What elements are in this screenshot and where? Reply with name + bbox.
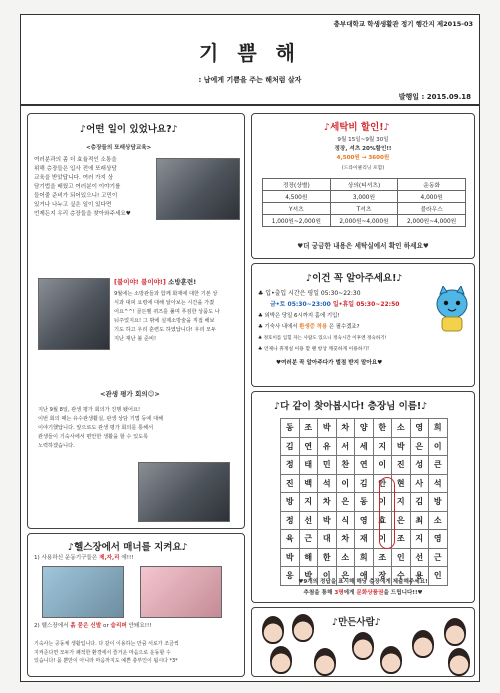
laundry-price-table [262, 178, 466, 227]
grid-cell: 지 [410, 530, 429, 549]
table-cell: 4,500원 [263, 191, 331, 203]
grid-cell: 은 [410, 437, 429, 456]
grid-cell: 김 [410, 493, 429, 512]
grid-cell: 박 [318, 511, 337, 530]
grid-row [281, 511, 448, 530]
table-cell: 상의(티셔츠) [330, 179, 398, 191]
grid-row [281, 493, 448, 512]
table-cell: Y셔츠 [263, 203, 331, 215]
grid-cell: 차 [318, 493, 337, 512]
grid-cell: 큰 [429, 456, 448, 475]
grid-cell: 선 [299, 511, 318, 530]
idcard-text: ♣ 기숙사 내에서 [258, 324, 298, 330]
table-cell: 1,000원~2,000원 [263, 215, 331, 227]
maker-portrait [352, 632, 374, 660]
grid-cell: 차 [336, 530, 355, 549]
grid-cell: 조 [373, 548, 392, 567]
prize-count: 3명 [334, 590, 344, 596]
puzzle-instruction: ♥9개의 정답을 표시해 해당 층장에게 제출해주세요! [298, 579, 428, 585]
fire-drill-photo [38, 278, 110, 350]
text-line: 9월에는 소방관들과 함께 화재에 대한 기본 상 [114, 291, 218, 297]
notice-title: ♪이건 꼭 알아주세요!♪ [306, 273, 403, 284]
fire-drill-heading [114, 278, 196, 287]
prize-item: 문화상품권 [356, 590, 384, 596]
grid-cell: 근 [429, 548, 448, 567]
grid-cell: 식 [336, 511, 355, 530]
grid-cell: 소 [336, 548, 355, 567]
maker-portrait [412, 630, 434, 658]
prize-text: 추첨을 통해 [303, 590, 333, 596]
grid-cell: 세 [355, 437, 374, 456]
events-title: ♪어떤 일이 있었나요?♪ [80, 124, 178, 135]
text-line: 언제든지 우리 층장들을 찾아와주세요♥ [34, 211, 131, 217]
grid-cell: 은 [336, 567, 355, 586]
shoes-photo [140, 566, 222, 618]
grid-row [281, 548, 448, 567]
text-line: 지켜준다면 모두가 쾌적한 환경에서 즐거운 마음으로 운동할 수 [34, 649, 171, 656]
rule2-or: or [103, 623, 109, 629]
maker-portrait [448, 648, 470, 676]
notice-line-3: ♣ 외박은 당일 6시까지 홈에 기입! [258, 313, 340, 319]
maker-portrait [292, 614, 314, 642]
text-line: 눠주었지요! 그 밖에 실제소방술을 직접 해보 [114, 318, 215, 324]
text-line: 이번 회의 때는 유수관생활실, 관생 상담 기법 등에 대해 [38, 416, 164, 422]
table-row [263, 215, 466, 227]
grid-cell: 박 [318, 419, 337, 438]
text-line: 담기법을 배웠고 여러분이 이야기를 [34, 184, 121, 190]
grid-cell: 재 [355, 530, 374, 549]
grid-cell: 은 [336, 493, 355, 512]
laundry-note: (드라이클리닝 포함) [341, 166, 385, 171]
grid-cell: 박 [281, 548, 300, 567]
text-line: 어요^^! 골든벨 퀴즈를 풀며 푸짐한 상품도 나 [114, 309, 220, 315]
grid-cell: 영 [355, 511, 374, 530]
text-line: 위해 층장들은 입사 전에 또래상담 [34, 166, 117, 172]
meeting-photo [138, 462, 230, 522]
table-cell: 3,000원 [330, 191, 398, 203]
grid-cell: 이 [373, 456, 392, 475]
grid-cell: 김 [281, 437, 300, 456]
grid-cell: 성 [410, 456, 429, 475]
grid-cell: 한 [318, 548, 337, 567]
grid-cell: 연 [299, 437, 318, 456]
grid-cell: 수 [392, 567, 411, 586]
rule2-tail: 안돼요!!! [128, 623, 152, 629]
fire-drill-text [114, 290, 242, 344]
grid-cell: 인 [429, 567, 448, 586]
grid-cell: 이 [318, 567, 337, 586]
grid-cell: 방 [429, 493, 448, 512]
grid-cell: 양 [355, 419, 374, 438]
prize-tail: 을 드립니다!!♥ [383, 590, 423, 596]
newsletter-subtitle: : 남에게 기쁨을 주는 해처럼 살자 [198, 76, 302, 84]
grid-cell: 이 [373, 530, 392, 549]
grid-highlight-loop [379, 477, 395, 549]
rule1-text: 1) 사용하신 운동기구들은 [34, 555, 98, 561]
weekend-label: 금•토 [270, 301, 286, 308]
section-notice [251, 263, 475, 387]
holiday-hours: 05:30~22:50 [356, 301, 400, 308]
fire-heading-red: [불이야! 불이야!] [114, 278, 166, 286]
grid-cell: 석 [429, 474, 448, 493]
makers-title: ♪만든사람♪ [332, 617, 381, 628]
notice-line-1: ♣ 입•출입 시간은 평일 05:30~22:30 [258, 290, 361, 297]
text-line: 있거나 나누고 싶은 일이 있다면 [34, 202, 112, 208]
grid-cell: 찬 [336, 456, 355, 475]
grid-cell: 영 [410, 419, 429, 438]
text-line: 식과 대피 요령에 대해 알아보는 시간을 가졌 [114, 300, 215, 306]
grid-cell: 사 [410, 474, 429, 493]
rule2-emphasis-2: 슬리퍼 [110, 623, 127, 629]
text-line: 노력하겠습니다. [38, 443, 75, 449]
grid-cell: 동 [355, 493, 374, 512]
grid-cell: 박 [392, 437, 411, 456]
grid-cell: 연 [355, 456, 374, 475]
maker-portrait [380, 646, 402, 674]
grid-cell: 진 [281, 474, 300, 493]
grid-row [281, 419, 448, 438]
text-line: 들어줄 준비가 되어있으니! 고민이 [34, 193, 118, 199]
rule1-emphasis: 제,자,리 [99, 555, 120, 561]
notice-line-4 [258, 322, 360, 333]
table-cell: 블라우스 [398, 203, 466, 215]
text-line: 기숙사는 공동체 생활입니다. 다 같이 이용하는 만큼 서로가 조금씩 [34, 641, 179, 647]
grid-cell: 희 [429, 419, 448, 438]
idcard-emphasis: 환생증 착용 [299, 324, 328, 330]
puzzle-title: ♪다 같이 찾아봅시다! 층장님 이름!♪ [274, 401, 428, 412]
laundry-price-change: 4,500원 → 3600원 [336, 155, 390, 161]
grid-cell: 박 [299, 567, 318, 586]
maker-portrait [314, 648, 336, 676]
grid-cell: 희 [355, 548, 374, 567]
idcard-tail: 은 필수겠죠? [328, 324, 360, 330]
grid-cell: 효 [373, 511, 392, 530]
puzzle-prize [252, 589, 474, 598]
peer-counsel-text [34, 156, 154, 219]
table-row [263, 203, 466, 215]
grid-cell: 백 [299, 474, 318, 493]
weekend-hours: 05:30~23:00 [287, 301, 331, 308]
grid-cell: 은 [392, 511, 411, 530]
notice-line-2 [270, 299, 399, 310]
maker-portrait [270, 646, 292, 674]
grid-cell: 민 [318, 456, 337, 475]
grid-cell: 정 [281, 456, 300, 475]
grid-cell: 지 [299, 493, 318, 512]
grid-cell: 이 [373, 493, 392, 512]
laundry-title: ♪세탁비 할인!♪ [324, 122, 390, 133]
peer-counsel-heading: <층장들의 또래상담교육> [86, 145, 152, 151]
review-meeting-text [38, 406, 242, 451]
grid-cell: 인 [392, 548, 411, 567]
grid-cell: 한 [373, 419, 392, 438]
table-row [263, 191, 466, 203]
grid-cell: 석 [318, 474, 337, 493]
gym-title: ♪헬스장에서 매너를 지켜요♪ [68, 542, 188, 553]
maker-portrait [262, 616, 284, 644]
counsel-photo [156, 158, 240, 220]
table-cell: 운동화 [398, 179, 466, 191]
section-gym [27, 533, 245, 677]
gym-text [34, 640, 242, 666]
grid-cell: 해 [299, 548, 318, 567]
rule2-text: 2) 헬스장에서 [34, 623, 69, 629]
notice-line-6: ♣ 언제나 휴게실 이용 할 땐 항상 깨끗하게 이용하기! [258, 347, 370, 352]
text-line: 지난 재난 볼 준비! [114, 336, 157, 342]
grid-cell: 애 [355, 567, 374, 586]
issue-label: 충부대학교 학생생활관 정기 행간지 제2015-03 [333, 20, 473, 28]
text-line: 있습니다! 몸 뿐만이 아니라 마음까지도 예쁜 충부인이 됩시다 *3* [34, 658, 178, 664]
grid-cell: 조 [299, 419, 318, 438]
section-puzzle [251, 391, 475, 603]
laundry-footer: ♥더 궁금한 내용은 세탁실에서 확인 하세요♥ [297, 242, 429, 250]
notice-line-7: ♥여러분 꼭 알아주다가 벌점 받지 말아요♥ [276, 360, 383, 366]
grid-cell: 대 [318, 530, 337, 549]
section-events [27, 113, 245, 529]
grid-cell: 근 [299, 530, 318, 549]
text-line: 교육을 받았답니다. 여러 가지 상 [34, 175, 114, 181]
grid-cell: 정 [281, 511, 300, 530]
grid-body [281, 419, 448, 586]
grid-cell: 현 [392, 474, 411, 493]
table-cell: 2,000원~4,000원 [398, 215, 466, 227]
section-makers [251, 607, 475, 677]
fire-heading-black: 소방훈련! [168, 278, 197, 286]
publish-date: 발행일 : 2015.09.18 [398, 93, 471, 101]
grid-cell: 소 [392, 419, 411, 438]
prize-text-2: 에게 [343, 590, 355, 596]
grid-cell: 지 [392, 493, 411, 512]
grid-cell: 이 [336, 474, 355, 493]
grid-cell: 지 [373, 437, 392, 456]
grid-row [281, 456, 448, 475]
section-laundry [251, 113, 475, 259]
grid-cell: 조 [392, 530, 411, 549]
grid-cell: 용 [410, 567, 429, 586]
grid-cell: 김 [355, 474, 374, 493]
header-divider [21, 104, 479, 106]
rule2-emphasis: 흙 묻은 신발 [70, 623, 102, 629]
rule1-tail: 에!!! [121, 555, 134, 561]
table-cell: 4,000원 [398, 191, 466, 203]
text-line: 여러분과의 좀 더 효율적인 소통을 [34, 157, 117, 163]
grid-row [281, 474, 448, 493]
text-line: 관생들이 기숙사에서 편안한 생활을 할 수 있도록 [38, 434, 149, 440]
text-line: 지난 9월 8일, 관생 평가 회의가 진행 됐어요! [38, 407, 141, 413]
name-search-grid [280, 418, 448, 586]
grid-cell: 응 [281, 567, 300, 586]
grid-cell: 이 [429, 437, 448, 456]
newsletter-title: 기 쁨 해 [199, 41, 301, 65]
table-row [263, 179, 466, 191]
table-cell: T셔츠 [330, 203, 398, 215]
grid-cell: 선 [410, 548, 429, 567]
text-line: 기도 하고 우리 훈련도 하였답니다! 우리 모두 [114, 327, 217, 333]
gym-rule-2 [34, 622, 152, 631]
grid-cell: 동 [281, 419, 300, 438]
laundry-period: 9월 15일~9월 30일 [337, 137, 389, 143]
grid-cell: 태 [299, 456, 318, 475]
cartoon-character-icon [432, 286, 472, 334]
laundry-discount: 정장, 셔츠 20%할인!! [334, 146, 392, 152]
table-cell: 2,000원~4,000원 [330, 215, 398, 227]
grid-cell: 소 [429, 511, 448, 530]
table-cell: 정장(상별) [263, 179, 331, 191]
gym-rule-1 [34, 554, 134, 563]
grid-cell: 서 [336, 437, 355, 456]
gym-equipment-photo [42, 566, 124, 618]
grid-cell: 안 [373, 474, 392, 493]
grid-cell: 육 [281, 530, 300, 549]
grid-row [281, 530, 448, 549]
grid-cell: 유 [318, 437, 337, 456]
text-line: 이야기했답니다. 앞으로도 관생 평가 회의를 통해서 [38, 425, 154, 431]
grid-cell: 최 [410, 511, 429, 530]
maker-portrait [444, 618, 466, 646]
notice-line-5: ♣ 정호이를 입힐 자는 사람도 있으니 정숙시간 이후엔 정숙하기! [258, 336, 387, 341]
newsletter-page [20, 14, 480, 682]
grid-cell: 차 [336, 419, 355, 438]
grid-row [281, 437, 448, 456]
holiday-label: 일•휴일 [332, 301, 355, 308]
grid-cell: 장 [373, 567, 392, 586]
grid-cell: 영 [429, 530, 448, 549]
review-meeting-heading: <관생 평가 회의☺> [100, 390, 160, 398]
grid-cell: 진 [392, 456, 411, 475]
grid-cell: 방 [281, 493, 300, 512]
